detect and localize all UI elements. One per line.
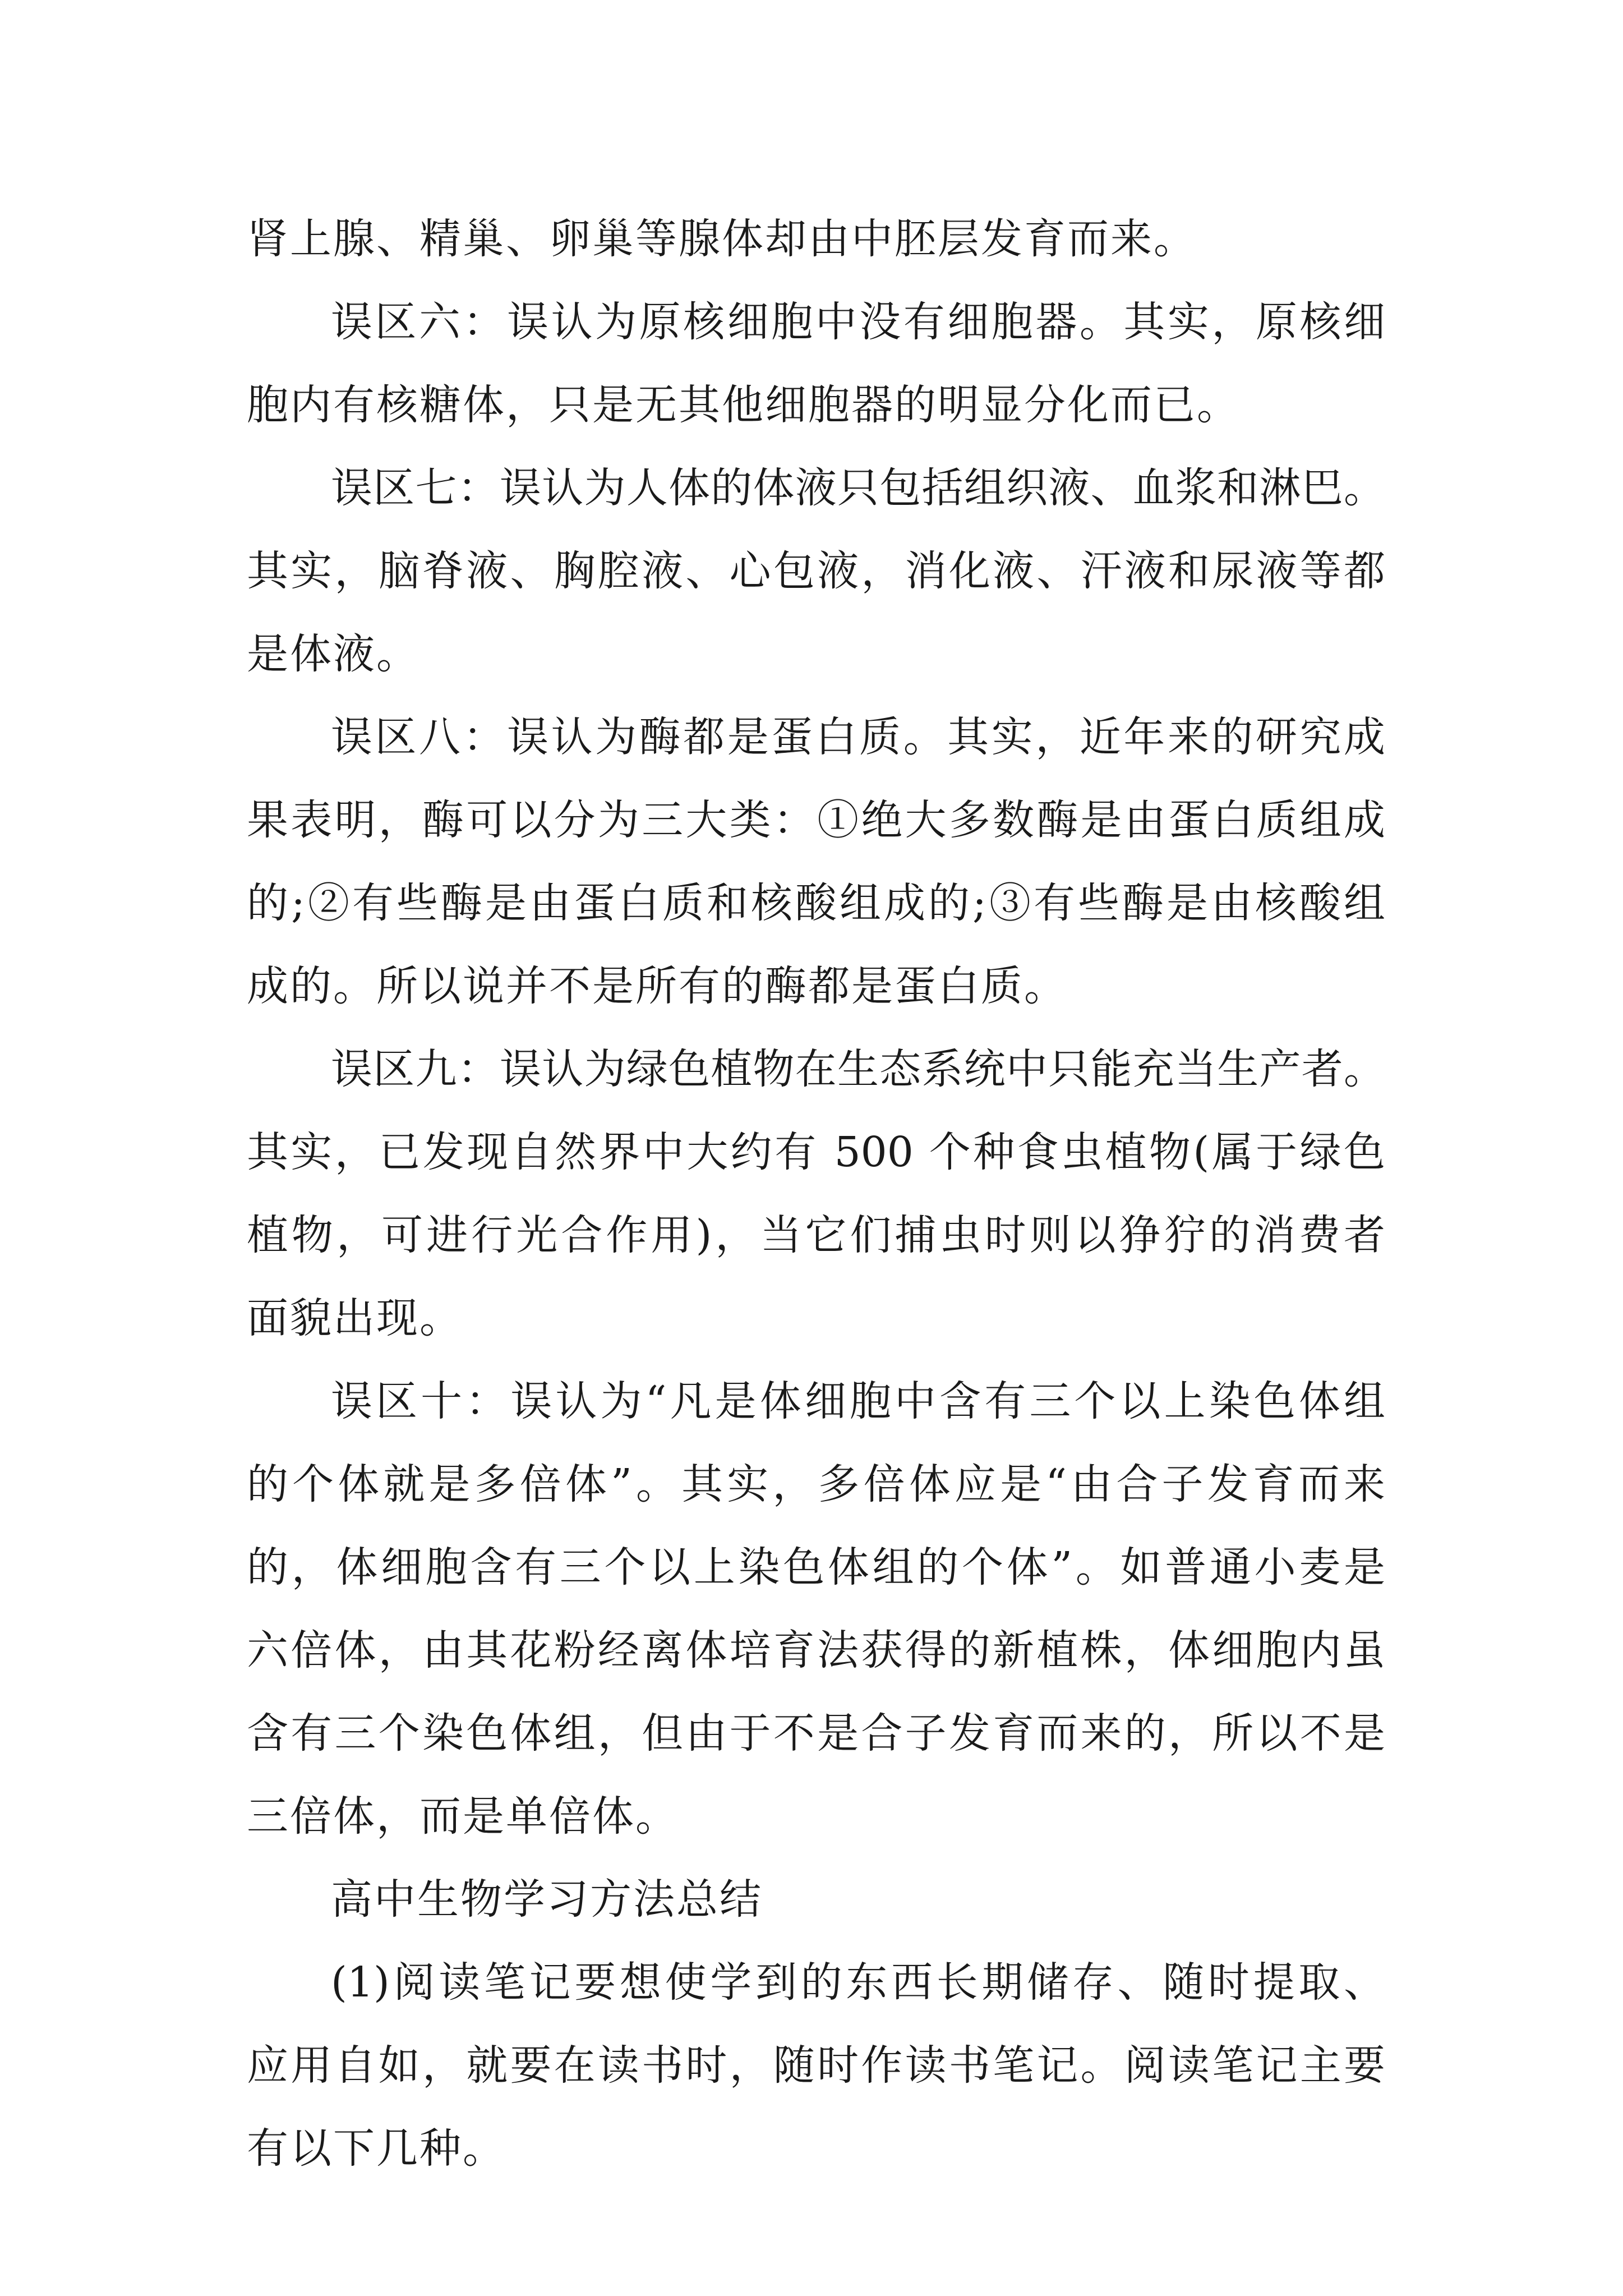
text-line: 的个体就是多倍体”。其实，多倍体应是“由合子发育而来 <box>247 1460 1385 1508</box>
text-line: 误区七：误认为人体的体液只包括组织液、血浆和淋巴。 <box>331 464 1385 512</box>
text-line: 三倍体，而是单倍体。 <box>247 1792 679 1841</box>
paragraph-misconception-8 <box>247 696 1385 1028</box>
paragraph-misconception-10 <box>247 1360 1385 1858</box>
text-line: 成的。所以说并不是所有的酶都是蛋白质。 <box>247 962 1067 1010</box>
paragraph-misconception-7 <box>247 447 1385 696</box>
paragraph-reading-notes <box>247 1941 1385 2190</box>
section-heading <box>247 1858 1385 1941</box>
text-line: 肾上腺、精巢、卵巢等腺体却由中胚层发育而来。 <box>247 215 1197 263</box>
text-line: 其实，脑脊液、胸腔液、心包液，消化液、汗液和尿液等都 <box>247 547 1385 595</box>
text-line: 果表明，酶可以分为三大类：①绝大多数酶是由蛋白质组成 <box>247 796 1385 844</box>
text-line: 误区十：误认为“凡是体细胞中含有三个以上染色体组 <box>331 1377 1385 1425</box>
text-line: 含有三个染色体组，但由于不是合子发育而来的，所以不是 <box>247 1709 1385 1757</box>
text-line: 六倍体，由其花粉经离体培育法获得的新植株，体细胞内虽 <box>247 1626 1385 1674</box>
text-line: 植物，可进行光合作用)，当它们捕虫时则以狰狞的消费者 <box>247 1211 1385 1259</box>
text-line: 有以下几种。 <box>247 2124 506 2173</box>
text-line: 应用自如，就要在读书时，随时作读书笔记。阅读笔记主要 <box>247 2041 1385 2090</box>
text-line: 是体液。 <box>247 630 419 678</box>
text-line: 其实，已发现自然界中大约有 500 个种食虫植物(属于绿色 <box>247 1128 1385 1176</box>
text-line: 误区八：误认为酶都是蛋白质。其实，近年来的研究成 <box>331 713 1385 761</box>
paragraph-misconception-9 <box>247 1028 1385 1360</box>
text-line: 误区九：误认为绿色植物在生态系统中只能充当生产者。 <box>331 1045 1385 1093</box>
text-line: (1)阅读笔记要想使学到的东西长期储存、随时提取、 <box>331 1958 1385 2007</box>
text-line: 误区六：误认为原核细胞中没有细胞器。其实，原核细 <box>331 298 1385 346</box>
text-line: 面貌出现。 <box>247 1294 463 1342</box>
heading-text: 高中生物学习方法总结 <box>331 1875 763 1924</box>
paragraph-continuation <box>247 197 1385 280</box>
text-line: 胞内有核糖体，只是无其他细胞器的明显分化而已。 <box>247 381 1240 429</box>
text-line: 的，体细胞含有三个以上染色体组的个体”。如普通小麦是 <box>247 1543 1385 1591</box>
text-line: 的;②有些酶是由蛋白质和核酸组成的;③有些酶是由核酸组 <box>247 879 1385 927</box>
document-page <box>247 197 1385 2190</box>
paragraph-misconception-6 <box>247 280 1385 447</box>
